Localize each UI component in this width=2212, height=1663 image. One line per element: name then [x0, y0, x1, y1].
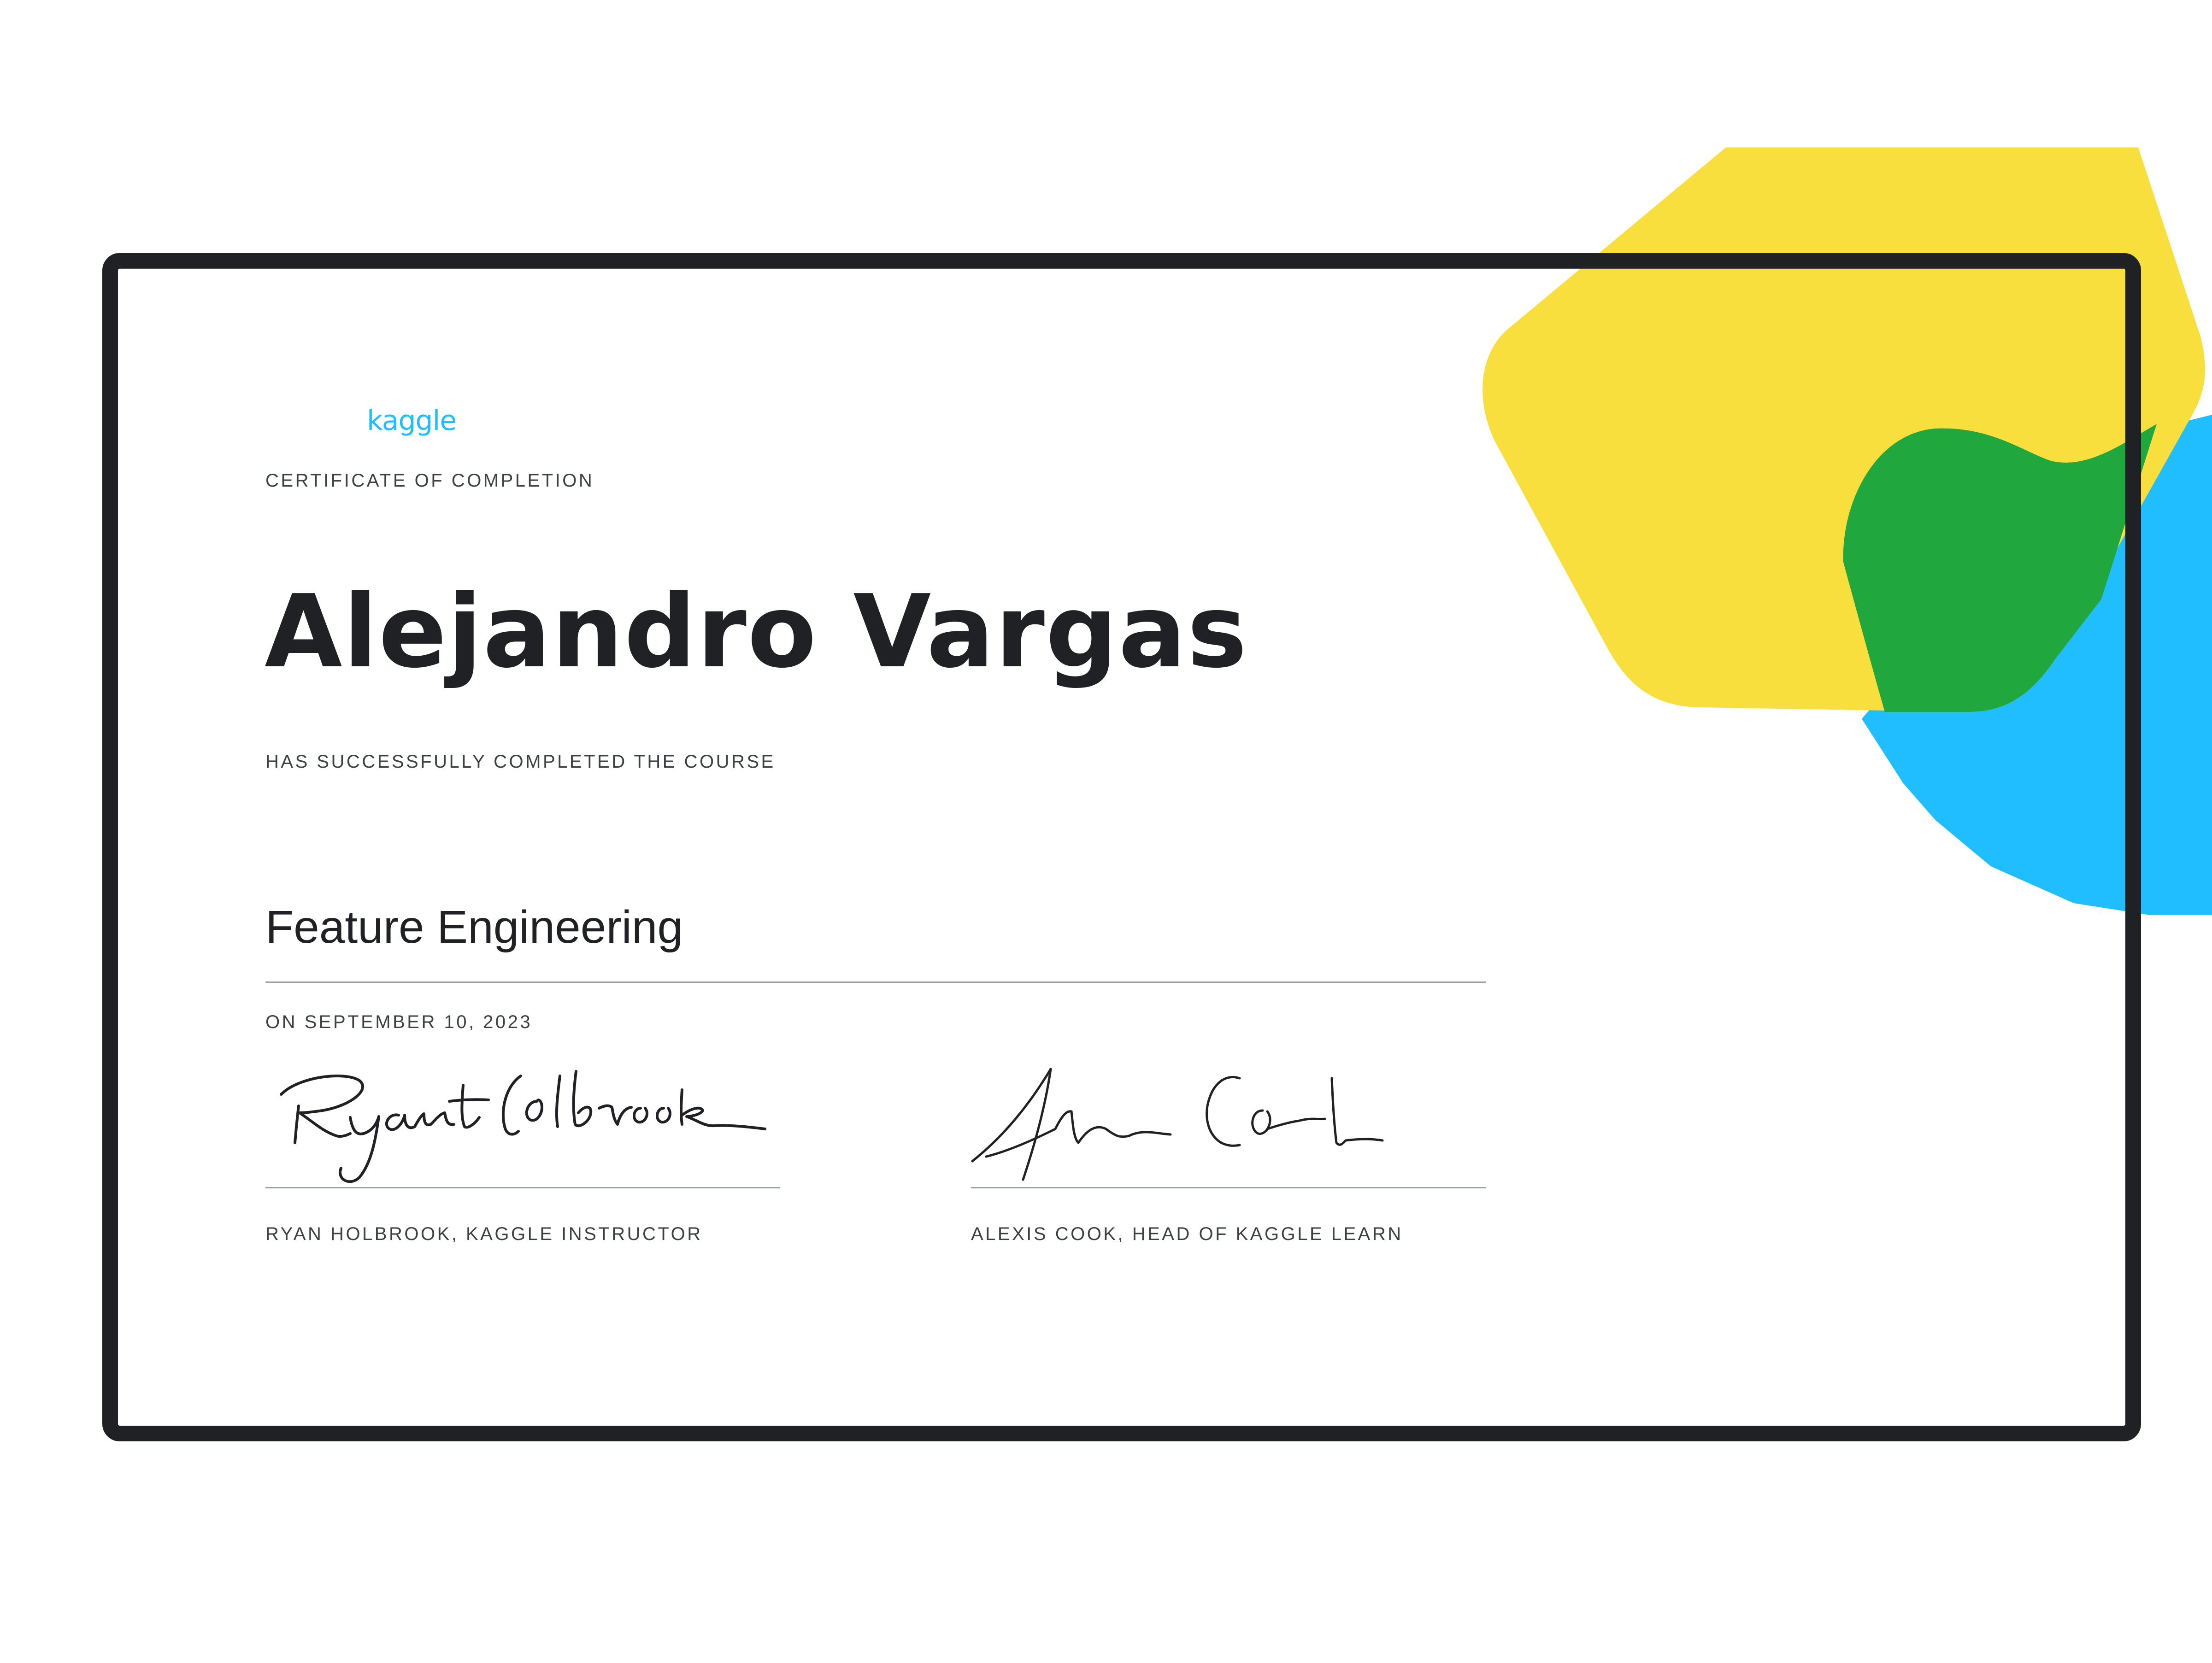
signature-line-1 — [265, 1187, 780, 1188]
recipient-name: Alejandro Vargas — [265, 574, 1248, 690]
kaggle-logo: kaggle — [367, 405, 457, 437]
course-title: Feature Engineering — [265, 901, 683, 953]
signature-line-2 — [971, 1187, 1486, 1188]
signature-ryan-holbrook — [272, 1062, 770, 1187]
completion-statement: HAS SUCCESSFULLY COMPLETED THE COURSE — [265, 752, 776, 772]
course-divider — [265, 981, 1486, 983]
signatory-caption-1: RYAN HOLBROOK, KAGGLE INSTRUCTOR — [265, 1224, 703, 1244]
completion-date: ON SEPTEMBER 10, 2023 — [265, 1012, 533, 1032]
certificate-heading: CERTIFICATE OF COMPLETION — [265, 470, 594, 491]
signatory-caption-2: ALEXIS COOK, HEAD OF KAGGLE LEARN — [971, 1224, 1403, 1244]
signature-alexis-cook — [968, 1060, 1392, 1189]
